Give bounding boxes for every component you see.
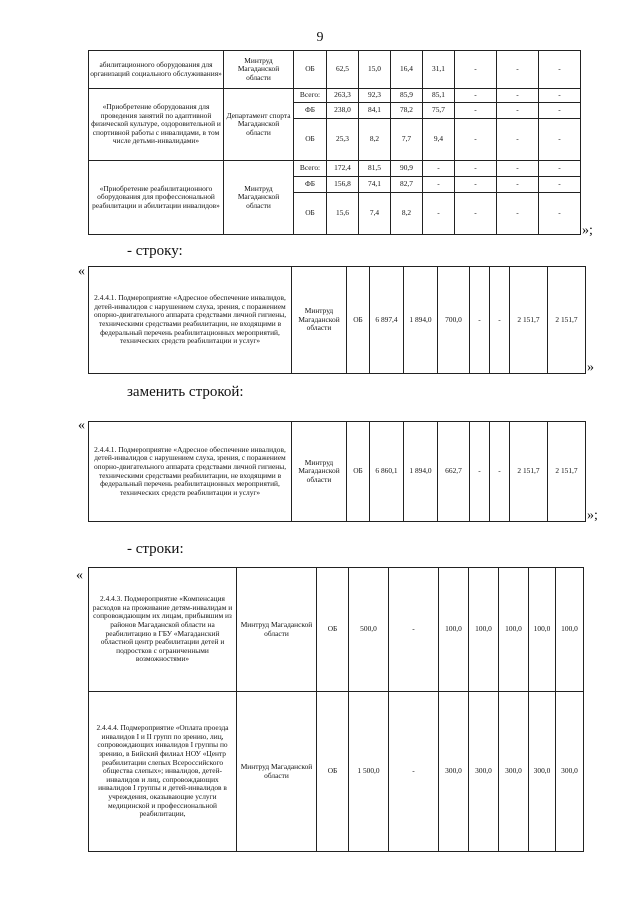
- measure-name: 2.4.4.4. Подмероприятие «Оплата проезда инвалидов I и II групп по зрению, лиц, сопровождающих инвалидов I группы по зрению, в Бийский филиал НОУ «Центр реабилитации слепых Всероссийского общества слепых»; инвалидов, детей-инвалидов и лиц, сопровождающих инвалидов I группы и детей-инвалидов в учреждения, оказывающие услуги медицинской и профессиональной реабилитации,: [89, 692, 237, 852]
- executor: Минтруд Магаданской области: [224, 161, 294, 235]
- value-cell: 8,2: [391, 193, 423, 235]
- value-cell: 8,2: [359, 119, 391, 161]
- executor: Минтруд Магаданской области: [237, 692, 317, 852]
- table-row: [89, 51, 581, 89]
- label-replace: заменить строкой:: [127, 384, 244, 400]
- value-cell: 172,4: [327, 161, 359, 177]
- value-cell: 6 860,1: [370, 422, 404, 522]
- value-cell: 6 897,4: [370, 267, 404, 374]
- value-cell: 15,6: [327, 193, 359, 235]
- value-cell: -: [423, 193, 455, 235]
- value-cell: -: [497, 89, 539, 103]
- value-cell: 263,3: [327, 89, 359, 103]
- value-cell: 16,4: [391, 51, 423, 89]
- value-cell: -: [539, 161, 581, 177]
- funding-source: Всего:: [294, 161, 327, 177]
- value-cell: -: [455, 103, 497, 119]
- value-cell: -: [455, 51, 497, 89]
- value-cell: 31,1: [423, 51, 455, 89]
- measure-name: 2.4.4.1. Подмероприятие «Адресное обеспечение инвалидов, детей-инвалидов с нарушением слуха, зрения, с поражением опорно-двигательного аппарата средствами личной гигиены, техническими средствами реабилитации, не входящими в федеральный перечень реабилитационных мероприятий, технических средств реабилитации и услуг»: [89, 267, 292, 374]
- value-cell: -: [539, 177, 581, 193]
- executor: Минтруд Магаданской области: [292, 267, 347, 374]
- value-cell: -: [497, 193, 539, 235]
- funding-source: Всего:: [294, 89, 327, 103]
- measure-name: «Приобретение реабилитационного оборудования для профессиональной реабилитации и абилитации инвалидов»: [89, 161, 224, 235]
- funding-source: ФБ: [294, 103, 327, 119]
- funding-source: ФБ: [294, 177, 327, 193]
- funding-source: ОБ: [317, 568, 349, 692]
- value-cell: -: [455, 177, 497, 193]
- value-cell: 238,0: [327, 103, 359, 119]
- table-row: [89, 89, 581, 103]
- value-cell: 75,7: [423, 103, 455, 119]
- funding-source: ОБ: [317, 692, 349, 852]
- value-cell: 100,0: [469, 568, 499, 692]
- value-cell: -: [490, 422, 510, 522]
- table-row: [89, 692, 584, 852]
- measure-name: абилитационного оборудования для организаций социального обслуживания»: [89, 51, 224, 89]
- value-cell: -: [497, 51, 539, 89]
- closing-quote: »;: [587, 508, 598, 523]
- opening-quote: «: [78, 418, 85, 433]
- value-cell: 85,1: [423, 89, 455, 103]
- value-cell: 300,0: [529, 692, 556, 852]
- funding-source: ОБ: [347, 267, 370, 374]
- value-cell: 82,7: [391, 177, 423, 193]
- value-cell: 100,0: [439, 568, 469, 692]
- value-cell: 1 500,0: [349, 692, 389, 852]
- value-cell: 81,5: [359, 161, 391, 177]
- value-cell: 300,0: [469, 692, 499, 852]
- closing-quote: »;: [582, 223, 593, 238]
- funding-source: ОБ: [294, 193, 327, 235]
- value-cell: 2 151,7: [548, 422, 586, 522]
- value-cell: 300,0: [499, 692, 529, 852]
- executor: Минтруд Магаданской области: [292, 422, 347, 522]
- value-cell: -: [470, 267, 490, 374]
- value-cell: 84,1: [359, 103, 391, 119]
- value-cell: 300,0: [556, 692, 584, 852]
- value-cell: 74,1: [359, 177, 391, 193]
- value-cell: 15,0: [359, 51, 391, 89]
- value-cell: 2 151,7: [510, 422, 548, 522]
- value-cell: 1 894,0: [404, 422, 438, 522]
- value-cell: 100,0: [556, 568, 584, 692]
- table-row: [89, 161, 581, 177]
- value-cell: -: [539, 193, 581, 235]
- value-cell: -: [539, 89, 581, 103]
- measure-name: 2.4.4.3. Подмероприятие «Компенсация расходов на проживание детям-инвалидам и сопровождающим их лицам, прибывшим из районов Магаданской области на реабилитацию в ГБУ «Магаданский областной центр реабилитации детей и подростков с ограниченными возможностями»: [89, 568, 237, 692]
- value-cell: -: [389, 568, 439, 692]
- executor: Департамент спорта Магаданской области: [224, 89, 294, 161]
- value-cell: 2 151,7: [548, 267, 586, 374]
- measure-name: 2.4.4.1. Подмероприятие «Адресное обеспечение инвалидов, детей-инвалидов с нарушением слуха, зрения, с поражением опорно-двигательного аппарата средствами личной гигиены, техническими средствами реабилитации, не входящими в федеральный перечень реабилитационных мероприятий, технических средств реабилитации и услуг»: [89, 422, 292, 522]
- table-old-row: [88, 266, 586, 374]
- table-row: [89, 267, 586, 374]
- value-cell: -: [497, 177, 539, 193]
- value-cell: 2 151,7: [510, 267, 548, 374]
- value-cell: 300,0: [439, 692, 469, 852]
- funding-source: ОБ: [294, 51, 327, 89]
- value-cell: 100,0: [529, 568, 556, 692]
- value-cell: -: [539, 119, 581, 161]
- value-cell: 25,3: [327, 119, 359, 161]
- table-top: [88, 50, 581, 235]
- opening-quote: «: [78, 264, 85, 279]
- value-cell: -: [455, 89, 497, 103]
- table-new-row: [88, 421, 586, 522]
- value-cell: 662,7: [438, 422, 470, 522]
- value-cell: 92,3: [359, 89, 391, 103]
- value-cell: -: [389, 692, 439, 852]
- value-cell: -: [470, 422, 490, 522]
- executor: Минтруд Магаданской области: [224, 51, 294, 89]
- label-row: - строку:: [127, 243, 183, 259]
- table-row: [89, 422, 586, 522]
- value-cell: -: [490, 267, 510, 374]
- value-cell: -: [423, 177, 455, 193]
- closing-quote: »: [587, 360, 594, 375]
- opening-quote: «: [76, 568, 83, 583]
- value-cell: 1 894,0: [404, 267, 438, 374]
- funding-source: ОБ: [347, 422, 370, 522]
- value-cell: -: [455, 161, 497, 177]
- value-cell: 7,4: [359, 193, 391, 235]
- value-cell: -: [539, 51, 581, 89]
- value-cell: 90,9: [391, 161, 423, 177]
- value-cell: 62,5: [327, 51, 359, 89]
- page-number: 9: [316, 30, 324, 45]
- value-cell: 700,0: [438, 267, 470, 374]
- value-cell: -: [497, 103, 539, 119]
- value-cell: -: [455, 193, 497, 235]
- value-cell: 85,9: [391, 89, 423, 103]
- label-rows: - строки:: [127, 541, 184, 557]
- value-cell: 500,0: [349, 568, 389, 692]
- measure-name: «Приобретение оборудования для проведения занятий по адаптивной физической культуре, оздоровительной и спортивной работы с инвалидами, в том числе детьми-инвалидами»: [89, 89, 224, 161]
- value-cell: -: [497, 161, 539, 177]
- value-cell: -: [539, 103, 581, 119]
- executor: Минтруд Магаданской области: [237, 568, 317, 692]
- value-cell: 156,8: [327, 177, 359, 193]
- table-row: [89, 568, 584, 692]
- funding-source: ОБ: [294, 119, 327, 161]
- value-cell: 78,2: [391, 103, 423, 119]
- value-cell: 7,7: [391, 119, 423, 161]
- value-cell: 9,4: [423, 119, 455, 161]
- value-cell: -: [423, 161, 455, 177]
- value-cell: -: [455, 119, 497, 161]
- table-bottom: [88, 567, 584, 852]
- value-cell: -: [497, 119, 539, 161]
- value-cell: 100,0: [499, 568, 529, 692]
